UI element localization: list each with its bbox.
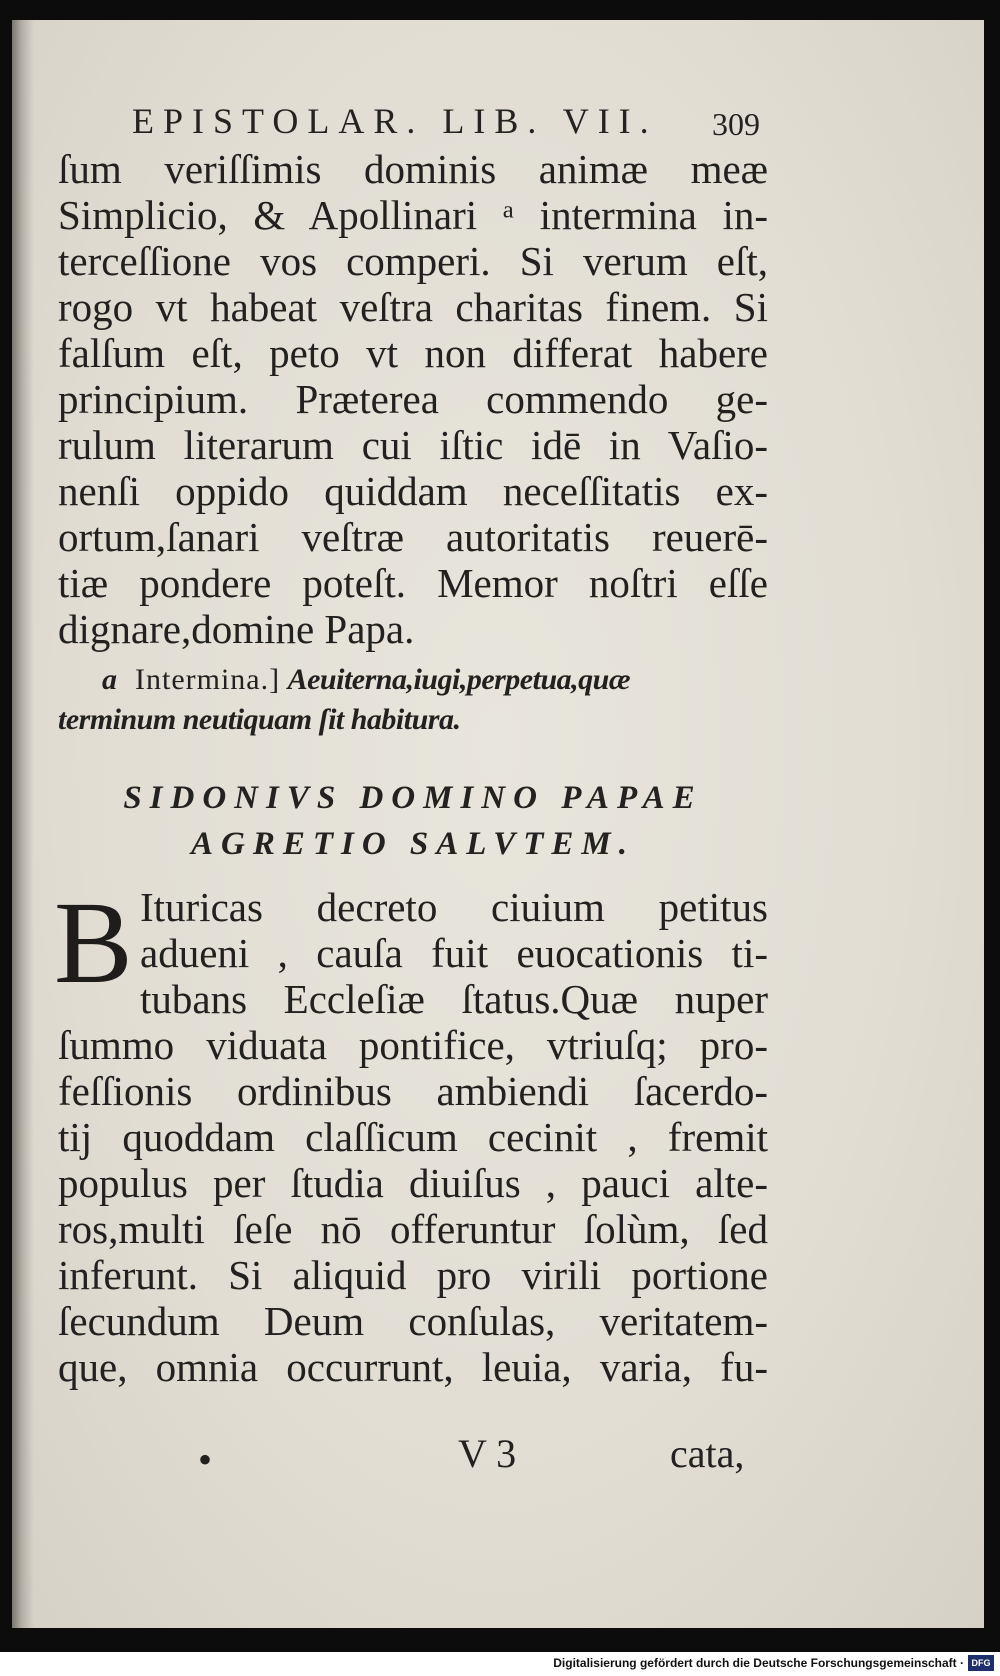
text-line: ſum veriſſimis dominis animæ meæ bbox=[58, 146, 768, 192]
running-head: EPISTOLAR. LIB. VII. bbox=[132, 101, 658, 141]
text-line: rogo vt habeat veſtra charitas finem. Si bbox=[58, 284, 768, 330]
annotation-line bbox=[58, 700, 768, 740]
text-line: nenſi oppido quiddam neceſſitatis ex- bbox=[58, 468, 768, 514]
text-line: tubans Eccleſiæ ſtatus.Quæ nuper bbox=[140, 976, 768, 1022]
signature-dot: • bbox=[198, 1437, 213, 1482]
funding-credit: Digitalisierung gefördert durch die Deutsche Forschungsgemeinschaft · bbox=[553, 1656, 964, 1670]
signature-mark: V 3 bbox=[458, 1431, 517, 1476]
dfg-logo: DFG bbox=[968, 1655, 994, 1671]
page-number: 309 bbox=[712, 106, 760, 142]
text-line: Ituricas decreto ciuium petitus bbox=[140, 884, 768, 930]
annotation-marker: a bbox=[102, 663, 117, 696]
text-line: inferunt. Si aliquid pro virili portione bbox=[58, 1252, 768, 1298]
text-line: principium. Præterea commendo ge- bbox=[58, 376, 768, 422]
annotation-line bbox=[58, 660, 768, 700]
text-line: feſſionis ordinibus ambiendi ſacerdo- bbox=[58, 1068, 768, 1114]
annotation-gloss: terminum neutiquam ſit habitura. bbox=[58, 703, 461, 736]
letter-heading: AGRETIO SALVTEM. bbox=[190, 826, 635, 862]
page-gutter-shadow bbox=[12, 20, 34, 1628]
text-line: adueni , cauſa fuit euocationis ti- bbox=[140, 930, 768, 976]
text-line: tiæ pondere poteſt. Memor noſtri eſſe bbox=[58, 560, 768, 606]
drop-initial: B bbox=[54, 877, 133, 1008]
letter-heading: SIDONIVS DOMINO PAPAE bbox=[123, 780, 703, 816]
signature-line bbox=[58, 1430, 768, 1482]
catchword: cata, bbox=[670, 1431, 745, 1476]
annotation-lemma: Intermina.] bbox=[135, 663, 281, 696]
footer-bar bbox=[0, 1652, 1000, 1676]
text-line: ros,multi ſeſe nō offeruntur ſolùm, ſed bbox=[58, 1206, 768, 1252]
annotation-gloss: Aeuiterna,iugi,perpetua,quæ bbox=[287, 663, 630, 696]
text-line: terceſſione vos comperi. Si verum eſt, bbox=[58, 238, 768, 284]
text-line: falſum eſt, peto vt non differat habere bbox=[58, 330, 768, 376]
text-line: ſecundum Deum conſulas, veritatem- bbox=[58, 1298, 768, 1344]
text-line: populus per ſtudia diuiſus , pauci alte- bbox=[58, 1160, 768, 1206]
text-line: tij quoddam claſſicum cecinit , fremit bbox=[58, 1114, 768, 1160]
text-line: ſummo viduata pontifice, vtriuſq; pro- bbox=[58, 1022, 768, 1068]
text-line: que, omnia occurrunt, leuia, varia, fu- bbox=[58, 1344, 768, 1390]
text-line: Simplicio, & Apollinari ᵃ intermina in- bbox=[58, 192, 768, 238]
text-line: dignare,domine Papa. bbox=[58, 606, 415, 652]
book-page bbox=[12, 20, 984, 1628]
text-line: rulum literarum cui iſtic idē in Vaſio- bbox=[58, 422, 768, 468]
text-line: ortum,ſanari veſtræ autoritatis reuerē- bbox=[58, 514, 768, 560]
